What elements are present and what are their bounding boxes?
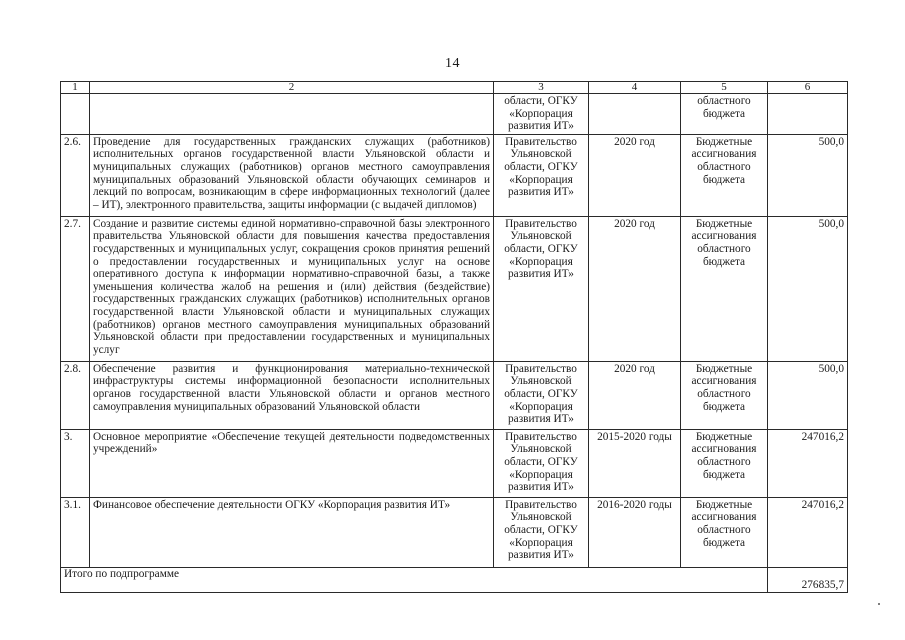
row-executor: Правительство Ульяновской области, ОГКУ «Корпорация развития ИТ» [494,216,589,361]
row-number: 3. [61,429,90,497]
row-executor: Правительство Ульяновской области, ОГКУ «Корпорация развития ИТ» [494,429,589,497]
row-executor: области, ОГКУ «Корпорация развития ИТ» [494,94,589,135]
row-amount: 247016,2 [768,497,848,567]
column-header: 3 [494,82,589,94]
row-activity: Создание и развитие системы единой нормативно-справочной базы электронного правительства Ульяновской области для повышения качества предоставления государственных и муниципальных услуг, сокращения сроков принятия решений о предоставлении государственных и муниципальных услуг на основе оперативного доступа к информации нормативно-справочной базы, а также уменьшения количества жалоб на решения и (или) действия (бездействие) государственных гражданских служащих (работников) исполнительных органов государственной власти Ульяновской области и муниципальных служащих (работников) органов местного самоуправления муниципальных образований Ульяновской области при предоставлении государственных и муниципальных услуг [90,216,494,361]
row-activity: Обеспечение развития и функционирования материально-технической инфраструктуры системы информационной безопасности исполнительных органов государственной власти Ульяновской области и органов местного самоуправления муниципальных образований Ульяновской области [90,361,494,429]
row-period: 2020 год [589,134,681,216]
row-amount: 500,0 [768,361,848,429]
row-activity: Финансовое обеспечение деятельности ОГКУ «Корпорация развития ИТ» [90,497,494,567]
row-activity: Основное мероприятие «Обеспечение текущей деятельности подведомственных учреждений» [90,429,494,497]
row-funding-source: Бюджетные ассигнования областного бюджета [681,216,768,361]
row-activity: Проведение для государственных гражданских служащих (работников) исполнительных органов государственной власти Ульяновской области и муниципальных служащих (работников) органов местного самоуправления муниципальных образований Ульяновской области обучающих семинаров и лекций по вопросам, возникающим в сфере информационных технологий (далее – ИТ), электронного правительства, защиты информации (с выдачей дипломов) [90,134,494,216]
row-funding-source: Бюджетные ассигнования областного бюджета [681,134,768,216]
row-funding-source: Бюджетные ассигнования областного бюджета [681,497,768,567]
total-amount: 276835,7 [801,578,844,591]
table-row [61,361,848,429]
table-row [61,134,848,216]
total-amount-cell [768,567,848,593]
row-period: 2016-2020 годы [589,497,681,567]
row-number [61,94,90,135]
row-period: 2020 год [589,361,681,429]
table-row [61,429,848,497]
column-header: 5 [681,82,768,94]
table-row [61,497,848,567]
column-header: 6 [768,82,848,94]
column-header: 1 [61,82,90,94]
subprogram-table [60,81,848,593]
row-number: 2.6. [61,134,90,216]
total-label: Итого по подпрограмме [64,567,180,580]
row-amount: 247016,2 [768,429,848,497]
row-executor: Правительство Ульяновской области, ОГКУ «Корпорация развития ИТ» [494,134,589,216]
scan-speck [878,603,880,605]
row-period: 2015-2020 годы [589,429,681,497]
row-activity [90,94,494,135]
row-amount: 500,0 [768,134,848,216]
column-number-row [61,82,848,94]
column-header: 2 [90,82,494,94]
table-row [61,94,848,135]
row-period [589,94,681,135]
row-executor: Правительство Ульяновской области, ОГКУ «Корпорация развития ИТ» [494,497,589,567]
row-executor: Правительство Ульяновской области, ОГКУ «Корпорация развития ИТ» [494,361,589,429]
total-row [61,567,848,593]
row-funding-source: областного бюджета [681,94,768,135]
row-amount: 500,0 [768,216,848,361]
row-number: 2.8. [61,361,90,429]
page-number: 14 [445,56,460,71]
table-row [61,216,848,361]
row-number: 2.7. [61,216,90,361]
row-funding-source: Бюджетные ассигнования областного бюджета [681,361,768,429]
row-period: 2020 год [589,216,681,361]
column-header: 4 [589,82,681,94]
row-amount [768,94,848,135]
row-funding-source: Бюджетные ассигнования областного бюджета [681,429,768,497]
row-number: 3.1. [61,497,90,567]
total-label-cell [61,567,768,593]
